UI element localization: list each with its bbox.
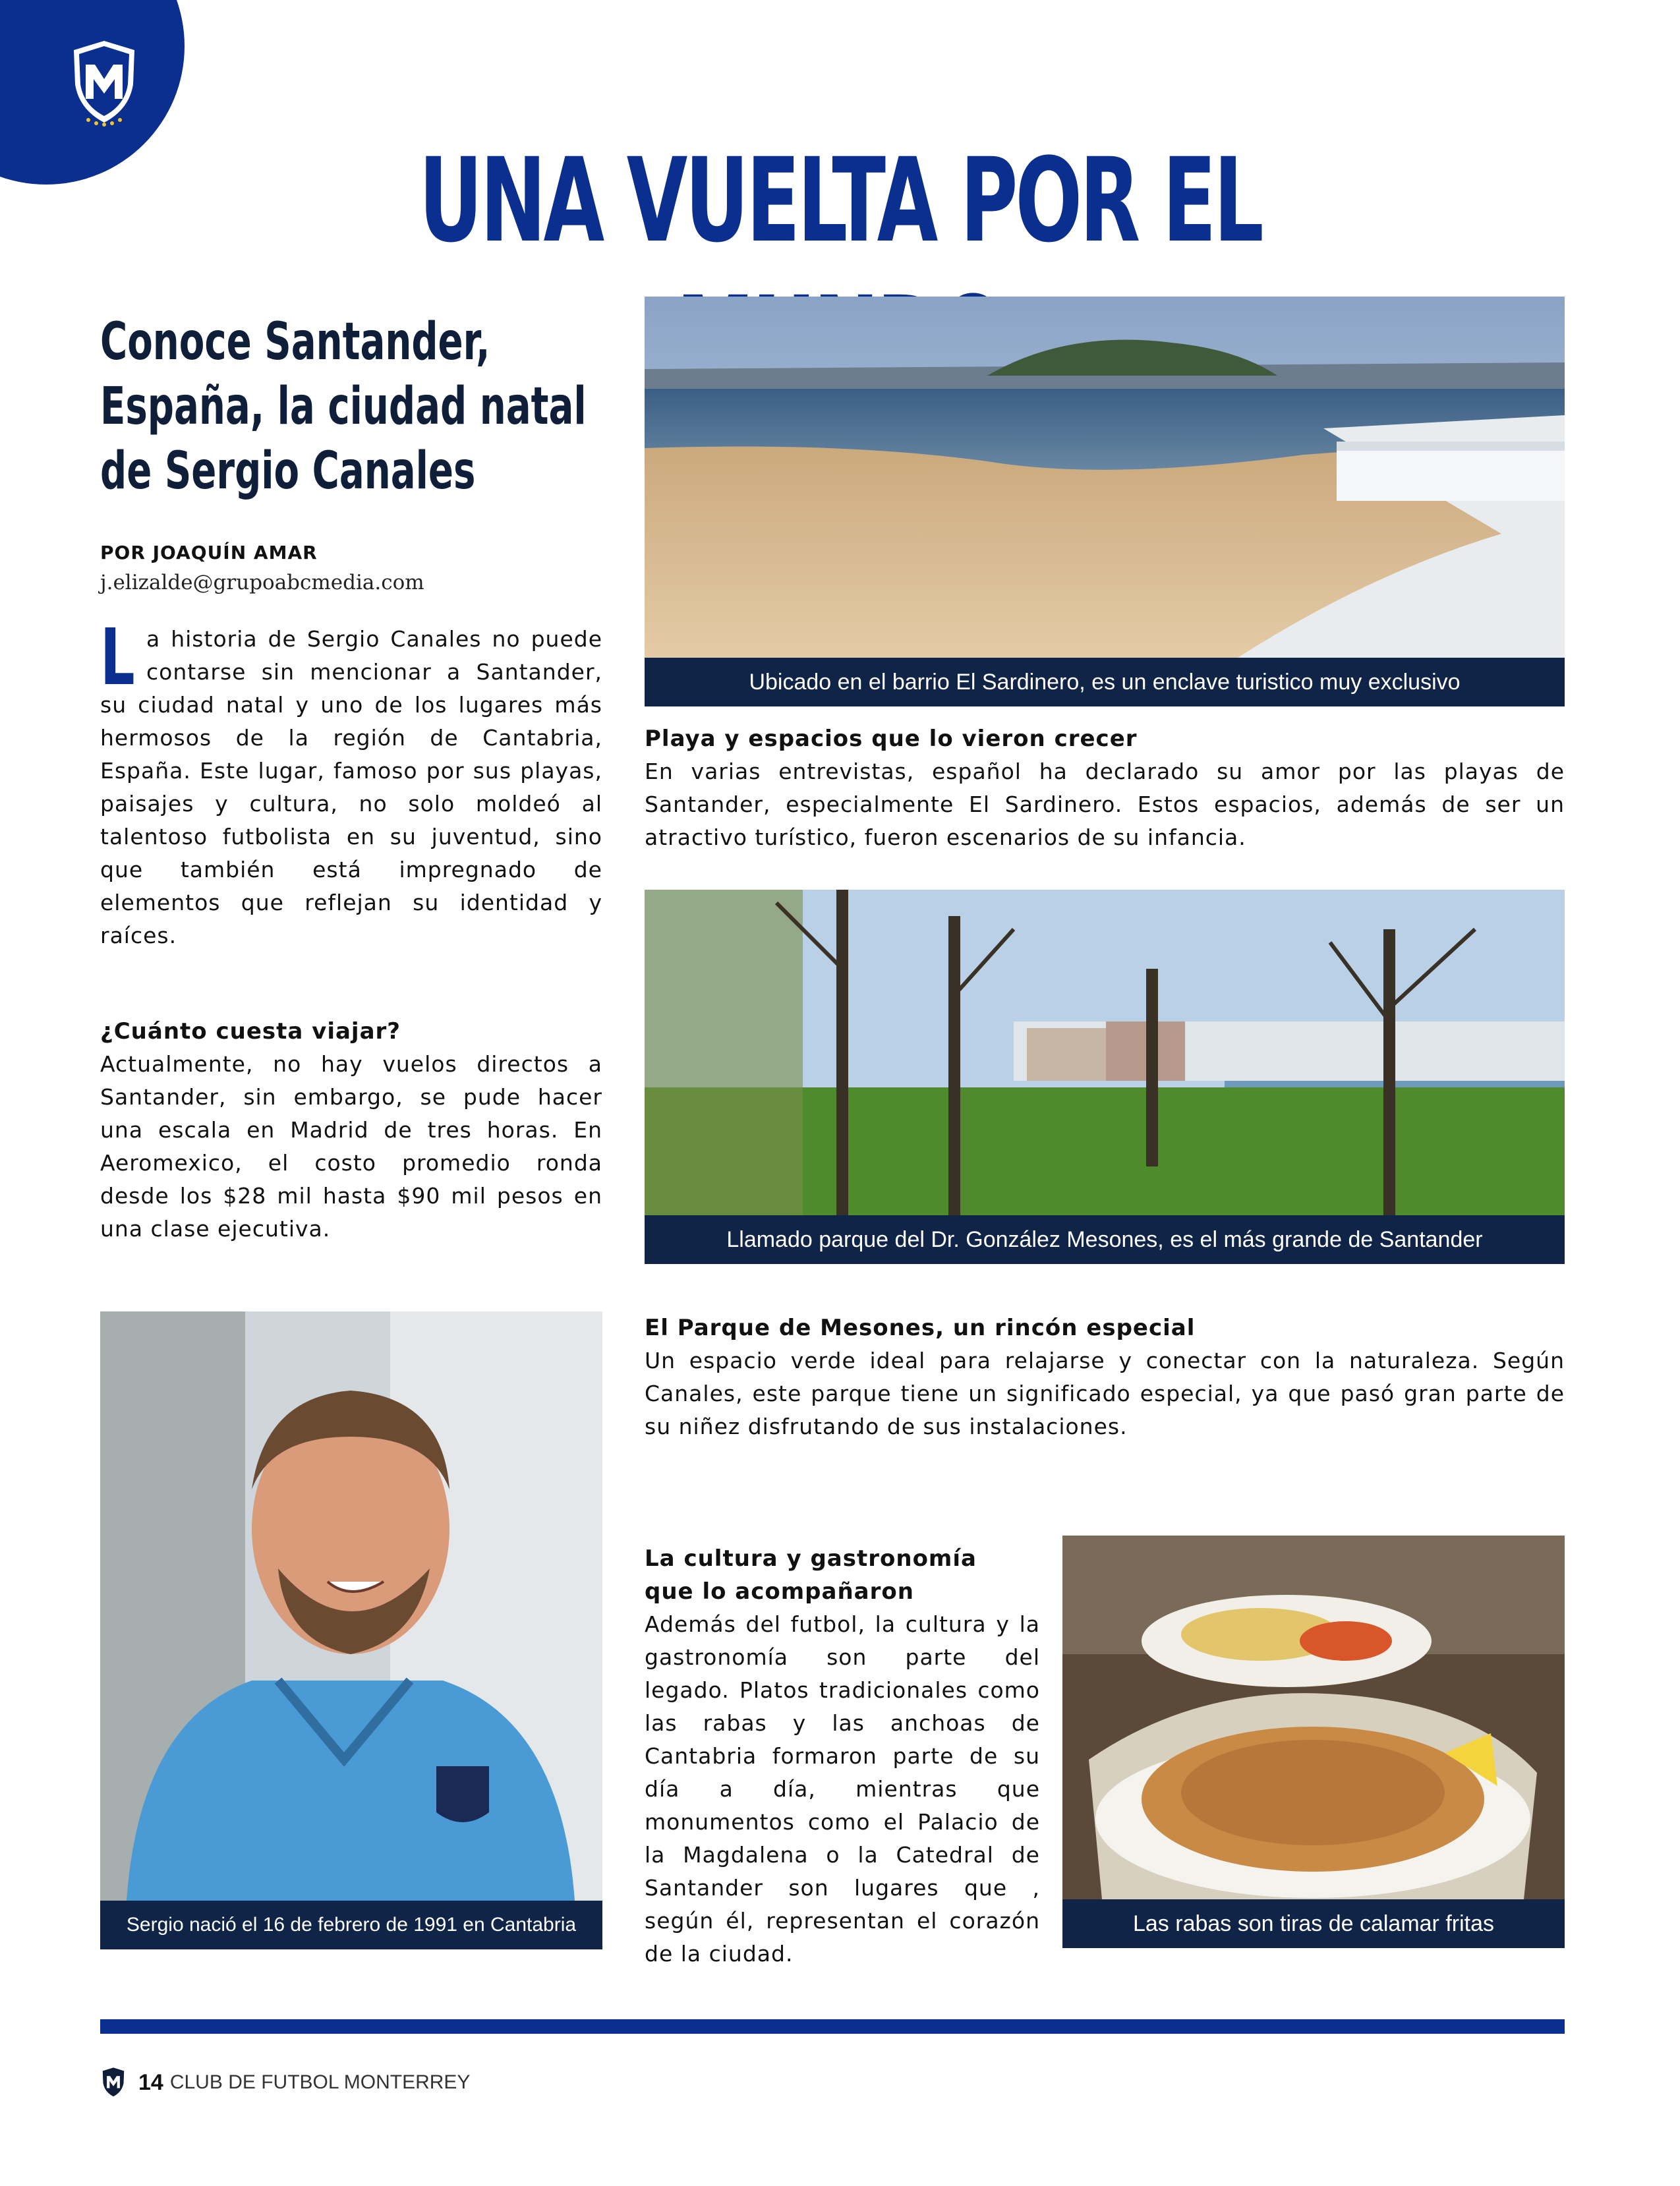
subtitle-line: España, la ciudad natal xyxy=(100,377,587,436)
club-name: CLUB DE FUTBOL MONTERREY xyxy=(169,2071,471,2093)
cost-section xyxy=(100,1015,602,1246)
food-caption: Las rabas son tiras de calamar fritas xyxy=(1062,1899,1565,1948)
drop-cap: L xyxy=(100,612,136,703)
food-photo xyxy=(1062,1536,1565,1899)
player-photo xyxy=(100,1311,602,1901)
park-caption: Llamado parque del Dr. González Mesones, es el más grande de Santander xyxy=(645,1215,1565,1264)
culture-heading xyxy=(645,1542,1040,1608)
beach-photo xyxy=(645,297,1565,658)
beach-section xyxy=(645,722,1565,854)
subtitle-line: de Sergio Canales xyxy=(100,442,476,501)
club-crest-icon xyxy=(100,2067,127,2098)
culture-heading-line: que lo acompañaron xyxy=(645,1578,914,1605)
page-number: 14 xyxy=(138,2069,163,2095)
beach-text: En varias entrevistas, español ha declarado su amor por las playas de Santander, especialmente El Sardinero. Estos espacios, además de ser un atractivo turístico, fueron escenarios de su infancia. xyxy=(645,759,1565,850)
culture-text: Además del futbol, la cultura y la gastronomía son parte del legado. Platos tradicionales como las rabas y las anchoas de Cantabria formaron parte de su día a día, mientras que monumentos como el Palacio de la Magdalena o la Catedral de Santander son lugares que , según él, representan el corazón de la ciudad. xyxy=(645,1611,1040,1967)
park-text: Un espacio verde ideal para relajarse y conectar con la naturaleza. Según Canales, este parque tiene un significado especial, ya que pasó gran parte de su niñez disfrutando de sus instalaciones. xyxy=(645,1348,1565,1439)
author-email: j.elizalde@grupoabcmedia.com xyxy=(100,571,424,594)
intro-paragraph xyxy=(100,612,602,952)
player-caption: Sergio nació el 16 de febrero de 1991 en Cantabria xyxy=(100,1901,602,1949)
culture-heading-line: La cultura y gastronomía xyxy=(645,1545,977,1572)
page-title: UNA VUELTA POR EL xyxy=(419,133,1261,268)
cost-text: Actualmente, no hay vuelos directos a Santander, sin embargo, se pude hacer una escala en Madrid de tres horas. En Aeromexico, el costo promedio ronda desde los $28 mil hasta $90 mil pesos en una clase ejecutiva. xyxy=(100,1051,602,1242)
beach-caption: Ubicado en el barrio El Sardinero, es un enclave turistico muy exclusivo xyxy=(645,658,1565,706)
park-heading: El Parque de Mesones, un rincón especial xyxy=(645,1315,1196,1341)
club-crest-icon xyxy=(69,38,140,128)
culture-section xyxy=(645,1542,1040,1970)
author-byline: POR JOAQUÍN AMAR xyxy=(100,542,318,563)
beach-heading: Playa y espacios que lo vieron crecer xyxy=(645,726,1138,752)
subtitle-line: Conoce Santander, xyxy=(100,312,490,372)
article-subtitle xyxy=(100,310,587,503)
cost-heading: ¿Cuánto cuesta viajar? xyxy=(100,1018,401,1045)
page-footer xyxy=(100,2067,470,2098)
footer-rule xyxy=(100,2019,1565,2034)
park-section xyxy=(645,1311,1565,1443)
park-photo xyxy=(645,890,1565,1215)
intro-text: a historia de Sergio Canales no puede contarse sin mencionar a Santander, su ciudad natal y uno de los lugares más hermosos de la región de Cantabria, España. Este lugar, famoso por sus playas, paisajes y cultura, no solo moldeó al talentoso futbolista en su juventud, sino que también está impregnado de elementos que reflejan su identidad y raíces. xyxy=(100,626,602,948)
